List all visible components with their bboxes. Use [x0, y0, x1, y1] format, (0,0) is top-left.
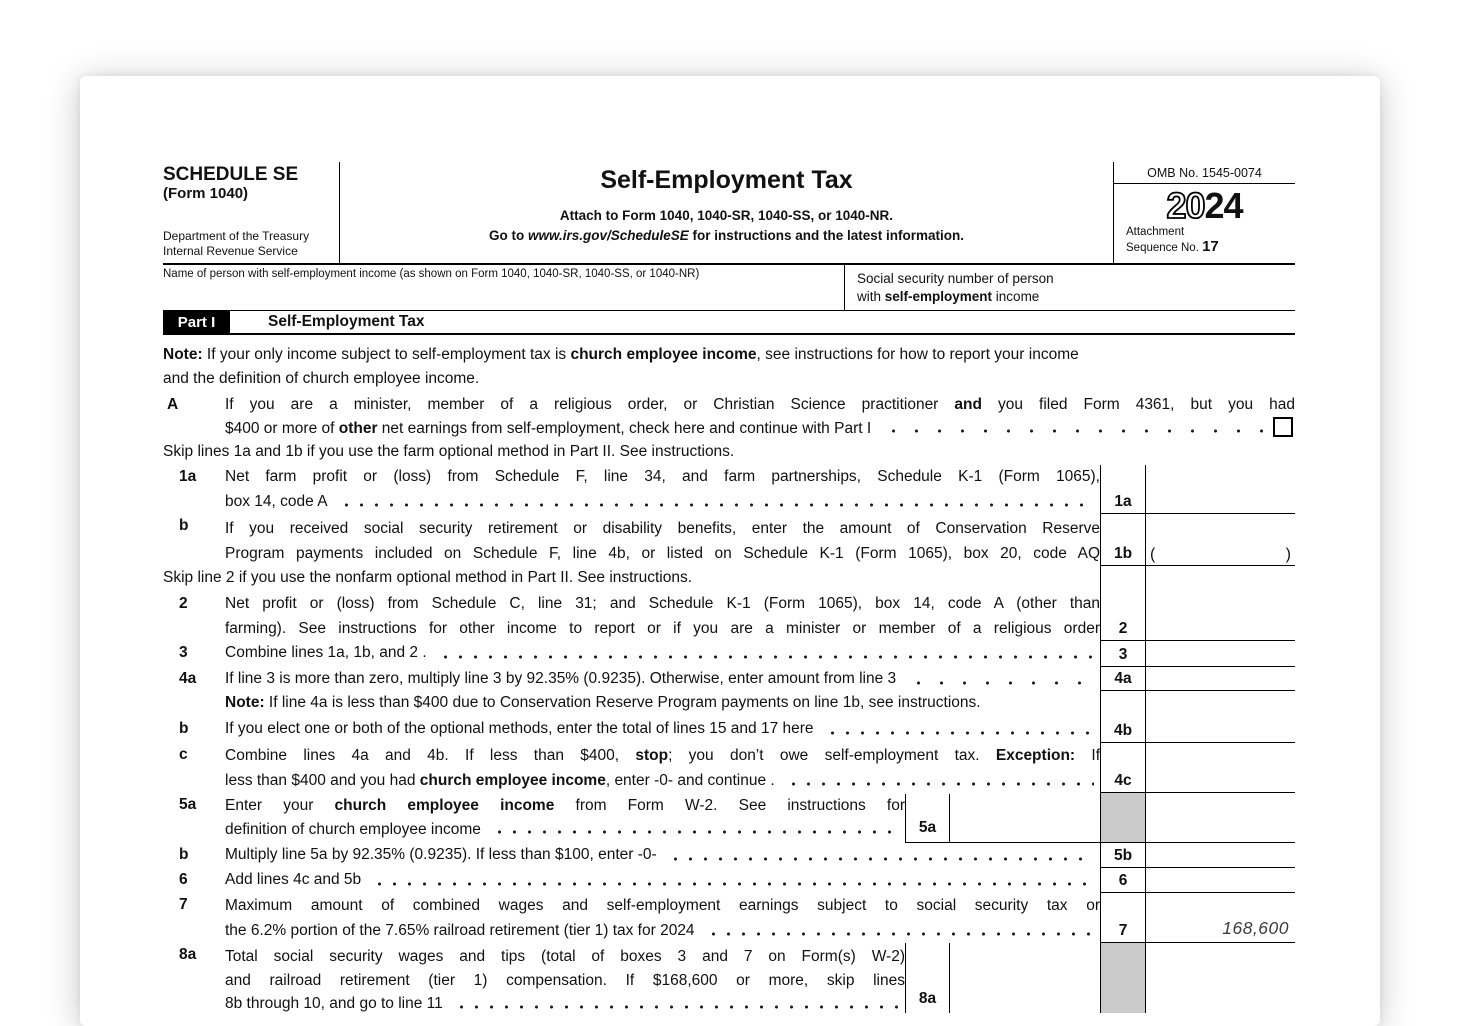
dotted-leader — [370, 868, 1094, 893]
line-8a-amount-field[interactable] — [950, 943, 1100, 1013]
line-8a-right-cell — [1145, 943, 1295, 1013]
line-8a-row — [163, 943, 1295, 1013]
line-5a-shaded-cell — [1100, 793, 1145, 843]
header-center-block — [340, 162, 1113, 263]
line-7-text: Maximum amount of combined wages and self-employment earnings subject to social security tax or the 6.2% portion of the 7.65% railroad retirement (tier 1) tax for 2024 — [225, 893, 1100, 943]
attachment-label: Attachment — [1126, 226, 1185, 238]
line-1a-label: 1a — [179, 468, 197, 485]
line-1a-number: 1a — [1100, 465, 1145, 514]
line-5b-number: 5b — [1100, 843, 1145, 868]
line-4b-row — [163, 717, 1295, 743]
line-4c-number: 4c — [1100, 743, 1145, 793]
line-5a-right-cell — [1145, 793, 1295, 843]
note-line1: Note: If your only income subject to self-employment tax is church employee income, see instructions for how to report your income — [163, 346, 1079, 363]
line-4b-number: 4b — [1100, 717, 1145, 743]
identity-row — [163, 265, 1295, 311]
page-title: Self-Employment Tax — [600, 166, 853, 194]
line-1b-amount-field[interactable] — [1145, 514, 1295, 566]
line-A-text-line1: If you are a minister, member of a religious order, or Christian Science practitioner and you filed Form 4361, but you had — [225, 396, 1295, 413]
line-2-row — [163, 592, 1295, 641]
line-3-text: Combine lines 1a, 1b, and 2 . — [225, 641, 1100, 667]
part1-bar — [163, 311, 1295, 335]
line-8a-shaded-cell — [1100, 943, 1145, 1013]
line-A — [163, 393, 1295, 440]
attach-instruction: Attach to Form 1040, 1040-SR, 1040-SS, or 1040-NR. — [559, 208, 894, 223]
line-4c-row — [163, 743, 1295, 793]
line-2-amount-field[interactable] — [1145, 592, 1295, 641]
part1-lines — [163, 465, 1295, 1013]
line-3-amount-field[interactable] — [1145, 641, 1295, 667]
dotted-leader — [490, 818, 899, 842]
line-5a-text: Enter your church employee income from Form W-2. See instructions for definition of church employee income 5a — [225, 793, 1100, 843]
line-7-number: 7 — [1100, 893, 1145, 943]
line-1b-row — [163, 514, 1295, 566]
tax-year — [1114, 184, 1295, 226]
ssn-label-line2: with self-employment income — [857, 288, 1040, 304]
line-4a-amount-field[interactable] — [1145, 667, 1295, 691]
line-1a-amount-field[interactable] — [1145, 465, 1295, 514]
line-4c-text: Combine lines 4a and 4b. If less than $400, stop; you don’t owe self-employment tax. Exception: If less than $400 and you had church employee income, enter -0- and continue . — [225, 743, 1100, 793]
line-1b-number: 1b — [1100, 514, 1145, 566]
dotted-leader — [823, 717, 1094, 742]
line-4a-number: 4a — [1100, 667, 1145, 691]
dotted-leader — [704, 919, 1094, 944]
dotted-leader — [784, 769, 1094, 794]
line-6-number: 6 — [1100, 868, 1145, 893]
part1-note — [163, 343, 1295, 390]
line-4c-label: c — [179, 746, 188, 763]
line-7-row — [163, 893, 1295, 943]
line-4b-text: If you elect one or both of the optional methods, enter the total of lines 15 and 17 here — [225, 717, 1100, 743]
line-4a-text: If line 3 is more than zero, multiply line 3 by 92.35% (0.9235). Otherwise, enter amount from line 3 — [225, 667, 1100, 691]
line-6-row — [163, 868, 1295, 893]
form-page — [80, 76, 1380, 1026]
line-5a-row — [163, 793, 1295, 843]
line-6-label: 6 — [179, 871, 188, 888]
skip-lines-1a-1b-note: Skip lines 1a and 1b if you use the farm optional method in Part II. See instructions. — [163, 443, 735, 460]
dotted-leader — [880, 417, 1265, 441]
line-4a-row — [163, 667, 1295, 691]
name-field-label: Name of person with self-employment income (as shown on Form 1040, 1040-SR, 1040-SS, or 1040-NR) — [163, 268, 700, 280]
tax-year-outline: 20 — [1166, 185, 1205, 226]
line-7-amount-value[interactable]: 168,600 — [1145, 893, 1295, 943]
line-4a-note: Note: If line 4a is less than $400 due to Conservation Reserve Program payments on line 1b, see instructions. — [225, 694, 981, 711]
schedule-title: SCHEDULE SE — [163, 164, 299, 185]
line-8a-label: 8a — [179, 946, 197, 963]
line-8a-text: Total social security wages and tips (total of boxes 3 and 7 on Form(s) W-2) and railroad retirement (tier 1) compensation. If $168,600 or more, skip lines 8b through 10, and go to line 11 8a — [225, 943, 1100, 1013]
sequence-line: Sequence No. 17 — [1126, 237, 1219, 255]
line-3-label: 3 — [179, 644, 188, 661]
line-A-checkbox[interactable] — [1273, 417, 1293, 437]
tax-year-solid: 24 — [1204, 185, 1243, 226]
line-A-label: A — [167, 396, 179, 413]
line-1b-label: b — [179, 517, 189, 534]
form-content — [163, 162, 1295, 1013]
skip-line-2-note: Skip line 2 if you use the nonfarm optional method in Part II. See instructions. — [163, 569, 693, 586]
skip-line-2-row — [163, 566, 1295, 592]
line-5b-row — [163, 843, 1295, 868]
line-2-label: 2 — [179, 595, 188, 612]
line-1b-text: If you received social security retirement or disability benefits, enter the amount of Conservation Reserve Program payments included on Schedule F, line 4b, or listed on Schedule K-1 (Form 1065), box 20, code AQ — [225, 520, 1100, 562]
goto-instruction: Go to www.irs.gov/ScheduleSE for instructions and the latest information. — [488, 228, 965, 243]
line-5a-amount-field[interactable] — [950, 794, 1100, 842]
part1-title: Self-Employment Tax — [268, 313, 425, 330]
ssn-field[interactable] — [845, 265, 1295, 310]
line-4a-label: 4a — [179, 670, 197, 687]
name-field[interactable] — [163, 265, 845, 310]
department-lines — [163, 229, 335, 259]
department-line2: Internal Revenue Service — [163, 244, 298, 258]
line-4b-amount-field[interactable] — [1145, 717, 1295, 743]
line-A-text-line2: $400 or more of other net earnings from self-employment, check here and continue with Part I — [225, 417, 1295, 441]
line-5b-label: b — [179, 846, 189, 863]
line-4a-note-row — [163, 691, 1295, 717]
header-left-block — [163, 162, 340, 263]
part1-label: Part I — [163, 311, 230, 333]
line-1a-text: Net farm profit or (loss) from Schedule F, line 34, and farm partnerships, Schedule K-1 (Form 1065), box 14, code A — [225, 465, 1100, 514]
line-4b-label: b — [179, 720, 189, 737]
form-number: (Form 1040) — [163, 185, 249, 202]
paren-close: ) — [1285, 546, 1291, 563]
line-3-row — [163, 641, 1295, 667]
line-5a-number: 5a — [905, 794, 950, 842]
line-3-number: 3 — [1100, 641, 1145, 667]
line-5a-inner-box — [905, 794, 1100, 843]
line-4c-amount-field[interactable] — [1145, 743, 1295, 793]
dotted-leader — [337, 490, 1094, 515]
line-7-label: 7 — [179, 896, 188, 913]
attachment-sequence — [1114, 226, 1295, 255]
form-header — [163, 162, 1295, 265]
dotted-leader — [905, 667, 1094, 692]
line-6-amount-field[interactable] — [1145, 868, 1295, 893]
omb-number: OMB No. 1545-0074 — [1114, 162, 1295, 184]
line-8a-inner-box — [905, 943, 1100, 1013]
department-line1: Department of the Treasury — [163, 229, 310, 243]
line-5b-text: Multiply line 5a by 92.35% (0.9235). If less than $100, enter -0- — [225, 843, 1100, 868]
line-8a-number: 8a — [905, 943, 950, 1013]
dotted-leader — [436, 641, 1094, 666]
note-line2: and the definition of church employee income. — [163, 369, 480, 387]
line-5b-amount-field[interactable] — [1145, 843, 1295, 868]
line-2-text: Net profit or (loss) from Schedule C, line 31; and Schedule K-1 (Form 1065), box 14, code A (other than farming). See instructions for other income to report or if you are a minister or member of a religious order — [225, 595, 1100, 637]
dotted-leader — [666, 843, 1094, 868]
header-right-block — [1113, 162, 1295, 263]
ssn-label-line1: Social security number of person — [857, 271, 1054, 286]
paren-open: ( — [1150, 546, 1156, 563]
line-6-text: Add lines 4c and 5b — [225, 868, 1100, 893]
line-A-text — [225, 393, 1295, 440]
line-5a-label: 5a — [179, 796, 197, 813]
line-1a-row — [163, 465, 1295, 514]
sequence-number: 17 — [1202, 237, 1219, 255]
line-2-number: 2 — [1100, 592, 1145, 641]
